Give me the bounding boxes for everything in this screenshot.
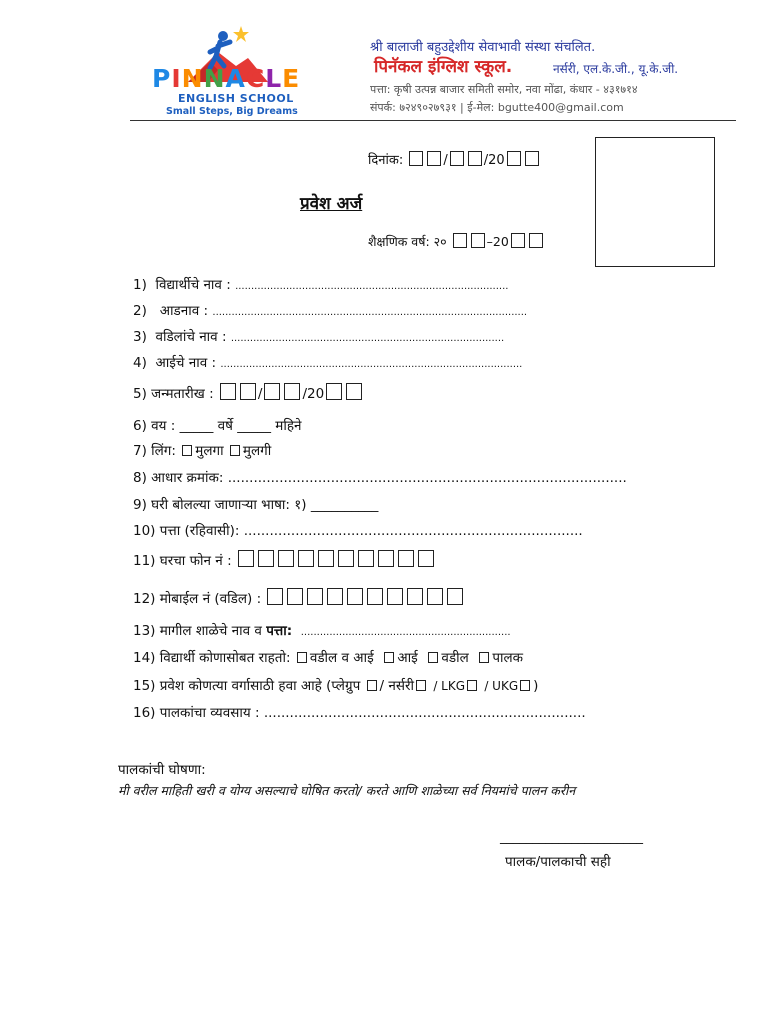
mobile-label: 12) मोबाईल नं (वडिल) : — [133, 591, 262, 607]
gender-male-checkbox[interactable] — [182, 445, 192, 456]
field-home-phone — [133, 550, 436, 569]
field-gender — [133, 441, 271, 459]
home-phone-digit-box[interactable] — [318, 550, 334, 567]
field-fill: ...................................................................................... — [230, 333, 505, 344]
field-occupation[interactable]: 16) पालकांचा व्यवसाय : ........................................................................... — [133, 705, 586, 721]
logo-letter: C — [245, 64, 266, 93]
gender-female-checkbox[interactable] — [230, 445, 240, 456]
lives-with-guardian-checkbox[interactable] — [479, 652, 489, 663]
ukg-label: / UKG — [484, 679, 519, 693]
lives-with-both-checkbox[interactable] — [297, 652, 307, 663]
mobile-digit-box[interactable] — [267, 588, 283, 605]
dob-box-3[interactable] — [264, 383, 280, 400]
lives-with-label: 14) विद्यार्थी कोणासोबत राहतो: — [133, 650, 291, 666]
playgroup-checkbox[interactable] — [367, 680, 377, 691]
prev-school-label: 13) मागील शाळेचे नाव व — [133, 623, 262, 639]
logo-subname: ENGLISH SCHOOL — [178, 92, 294, 105]
mobile-digit-box[interactable] — [427, 588, 443, 605]
nursery-checkbox[interactable] — [416, 680, 426, 691]
home-phone-digit-box[interactable] — [398, 550, 414, 567]
classes-offered: नर्सरी, एल.के.जी., यू.के.जी. — [553, 62, 679, 76]
lives-with-mother-checkbox[interactable] — [384, 652, 394, 663]
admission-label: 15) प्रवेश कोणत्या वर्गासाठी हवा आहे (प्लेग्रुप — [133, 678, 361, 694]
field-languages[interactable]: 9) घरी बोलल्या जाणाऱ्या भाषा: १) __________ — [133, 497, 379, 513]
logo-letter: N — [181, 64, 204, 93]
date-row: दिनांक: / /20 — [368, 150, 541, 168]
mobile-digit-box[interactable] — [407, 588, 423, 605]
field-mother-name[interactable]: 4) आईचे नाव : ............................................................................................... — [133, 355, 523, 371]
home-phone-digit-box[interactable] — [338, 550, 354, 567]
date-label: दिनांक: — [368, 153, 404, 168]
home-phone-digit-box[interactable] — [278, 550, 294, 567]
dob-label: 5) जन्मतारीख : — [133, 386, 214, 402]
lives-with-both-label: वडील व आई — [309, 650, 374, 666]
mobile-digit-box[interactable] — [327, 588, 343, 605]
field-fill: ................................................................................................... — [212, 307, 528, 318]
field-mobile — [133, 588, 465, 607]
home-phone-boxes — [236, 553, 436, 569]
dob-box-4[interactable] — [284, 383, 300, 400]
mobile-digit-box[interactable] — [447, 588, 463, 605]
home-phone-digit-box[interactable] — [418, 550, 434, 567]
logo-letter: L — [265, 64, 283, 93]
logo-wordmark — [152, 64, 300, 93]
prev-school-fill: .................................................................. — [300, 627, 511, 638]
school-logo — [148, 22, 308, 122]
date-day-box-2[interactable] — [427, 151, 441, 166]
dob-box-2[interactable] — [240, 383, 256, 400]
logo-letter: I — [171, 64, 182, 93]
signature-label: पालक/पालकाची सही — [505, 854, 611, 870]
star-icon — [233, 26, 249, 42]
field-address[interactable]: 10) पत्ता (रहिवासी): ............................................................................... — [133, 523, 583, 539]
dob-year-prefix: /20 — [302, 386, 325, 402]
field-student-name[interactable]: 1) विद्यार्थीचे नाव : ...................................................................................... — [133, 277, 509, 293]
logo-letter: P — [152, 64, 172, 93]
declaration-text: मी वरील माहिती खरी व योग्य असल्याचे घोषित करतो/ करते आणि शाळेच्या सर्व नियमांचे पालन करीन — [118, 783, 576, 798]
field-father-name[interactable]: 3) वडिलांचे नाव : ...................................................................................... — [133, 329, 505, 345]
academic-year-box-4[interactable] — [529, 233, 543, 248]
home-phone-label: 11) घरचा फोन नं : — [133, 553, 232, 569]
lives-with-father-label: वडील — [441, 650, 469, 666]
lkg-checkbox[interactable] — [467, 680, 477, 691]
field-admission-class — [133, 676, 538, 694]
home-phone-digit-box[interactable] — [358, 550, 374, 567]
photo-box[interactable] — [595, 137, 715, 267]
logo-letter: N — [203, 64, 226, 93]
field-prev-school[interactable] — [133, 621, 511, 639]
field-surname[interactable]: 2) आडनाव : ................................................................................................... — [133, 303, 528, 319]
field-label: आईचे नाव : — [155, 355, 217, 371]
academic-year-row — [368, 233, 545, 250]
date-day-box-1[interactable] — [409, 151, 423, 166]
home-phone-digit-box[interactable] — [298, 550, 314, 567]
date-year-box-1[interactable] — [507, 151, 521, 166]
academic-year-box-2[interactable] — [471, 233, 485, 248]
field-aadhar[interactable]: 8) आधार क्रमांक: ............................................................................................. — [133, 470, 627, 486]
school-address: पत्ता: कृषी उत्पन्न बाजार समिती समोर, नवा मोंढा, कंधार - ४३१७१४ — [370, 83, 638, 96]
dob-box-6[interactable] — [346, 383, 362, 400]
field-fill: ...................................................................................... — [235, 281, 509, 292]
logo-letter: E — [282, 64, 301, 93]
dob-box-1[interactable] — [220, 383, 236, 400]
field-fill: ............................................................................................... — [220, 359, 523, 370]
trust-line: श्री बालाजी बहुउद्देशीय सेवाभावी संस्था संचलित. — [370, 40, 596, 55]
lives-with-guardian-label: पालक — [492, 650, 524, 666]
prev-school-bold: पत्ता: — [266, 623, 293, 639]
field-label: विद्यार्थीचे नाव : — [155, 277, 231, 293]
mobile-digit-box[interactable] — [347, 588, 363, 605]
academic-year-mid: –20 — [486, 234, 509, 249]
field-age[interactable]: 6) वय : _____ वर्षे _____ महिने — [133, 418, 302, 434]
home-phone-digit-box[interactable] — [238, 550, 254, 567]
field-label: वडिलांचे नाव : — [155, 329, 227, 345]
nursery-label: / नर्सरी — [379, 678, 415, 694]
academic-year-box-1[interactable] — [453, 233, 467, 248]
home-phone-digit-box[interactable] — [258, 550, 274, 567]
logo-letter: A — [225, 64, 246, 93]
form-title: प्रवेश अर्ज — [300, 194, 363, 214]
logo-tagline: Small Steps, Big Dreams — [166, 106, 298, 117]
gender-male-label: मुलगा — [195, 443, 224, 459]
date-year-prefix: /20 — [483, 153, 505, 168]
date-month-box-1[interactable] — [450, 151, 464, 166]
field-label: आडनाव : — [159, 303, 209, 319]
dob-box-5[interactable] — [326, 383, 342, 400]
lives-with-father-checkbox[interactable] — [428, 652, 438, 663]
mobile-digit-box[interactable] — [307, 588, 323, 605]
mobile-digit-box[interactable] — [387, 588, 403, 605]
mobile-digit-box[interactable] — [367, 588, 383, 605]
admission-end: ) — [533, 678, 539, 694]
lkg-label: / LKG — [433, 679, 466, 693]
field-lives-with — [133, 648, 523, 666]
date-year-box-2[interactable] — [525, 151, 539, 166]
school-contact: संपर्क: ७२४९०२७९३१ | ई-मेल: bgutte400@gmail.com — [370, 101, 624, 114]
signature-line[interactable]: ______________________ — [500, 830, 643, 845]
mobile-boxes — [265, 591, 465, 607]
field-dob: 5) जन्मतारीख : / /20 — [133, 383, 364, 402]
declaration-heading: पालकांची घोषणा: — [118, 762, 206, 778]
academic-year-box-3[interactable] — [511, 233, 525, 248]
ukg-checkbox[interactable] — [520, 680, 530, 691]
date-month-box-2[interactable] — [468, 151, 482, 166]
home-phone-digit-box[interactable] — [378, 550, 394, 567]
lives-with-mother-label: आई — [397, 650, 418, 666]
school-name: पिनॅकल इंग्लिश स्कूल. — [374, 57, 513, 77]
academic-year-label: शैक्षणिक वर्ष: २० — [368, 234, 447, 249]
mobile-digit-box[interactable] — [287, 588, 303, 605]
gender-label: 7) लिंग: — [133, 443, 176, 459]
gender-female-label: मुलगी — [242, 443, 272, 459]
header-divider — [130, 120, 736, 121]
